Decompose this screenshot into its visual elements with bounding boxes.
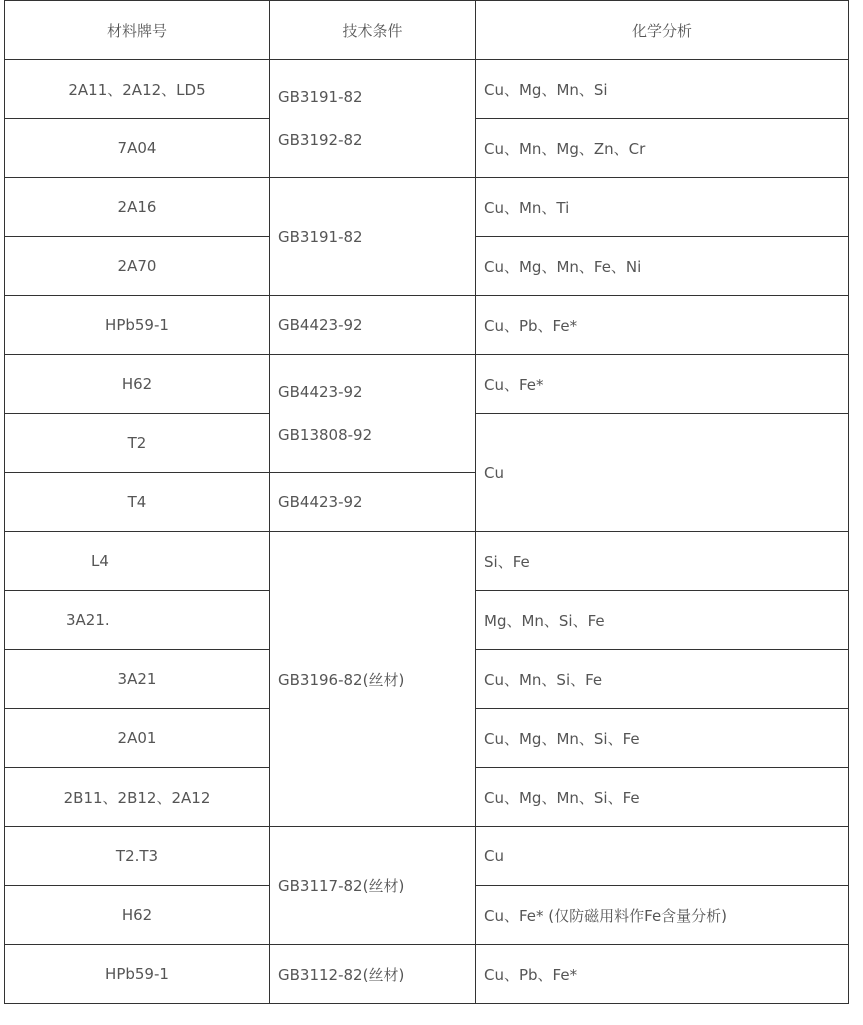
- table-row: [5, 827, 849, 886]
- analysis-cell: Cu: [476, 414, 849, 532]
- table-header-row: [5, 1, 849, 60]
- grade-cell: 2A16: [5, 178, 270, 237]
- grade-cell: L4: [5, 532, 270, 591]
- material-spec-table: [4, 0, 849, 1004]
- analysis-cell: Cu、Mn、Ti: [476, 178, 849, 237]
- analysis-cell: Si、Fe: [476, 532, 849, 591]
- analysis-cell: Cu、Mg、Mn、Si、Fe: [476, 709, 849, 768]
- grade-cell: 2A70: [5, 237, 270, 296]
- table-row: [5, 945, 849, 1004]
- standard-text: GB3192-82: [278, 130, 363, 149]
- table-row: [5, 178, 849, 237]
- analysis-cell: Cu、Mg、Mn、Si、Fe: [476, 768, 849, 827]
- standard-cell: GB4423-92: [270, 296, 476, 355]
- grade-cell: 2B11、2B12、2A12: [5, 768, 270, 827]
- grade-cell: T2: [5, 414, 270, 473]
- grade-cell: H62: [5, 886, 270, 945]
- grade-cell: 2A11、2A12、LD5: [5, 60, 270, 119]
- analysis-cell: Cu、Mg、Mn、Fe、Ni: [476, 237, 849, 296]
- analysis-cell: Cu、Mn、Mg、Zn、Cr: [476, 119, 849, 178]
- header-analysis: 化学分析: [476, 1, 849, 60]
- grade-cell: HPb59-1: [5, 296, 270, 355]
- standard-cell: GB3117-82(丝材): [270, 827, 476, 945]
- analysis-cell: Cu: [476, 827, 849, 886]
- standard-cell: GB3196-82(丝材): [270, 532, 476, 827]
- grade-cell: T4: [5, 473, 270, 532]
- analysis-cell: Mg、Mn、Si、Fe: [476, 591, 849, 650]
- standard-cell: GB4423-92: [270, 473, 476, 532]
- analysis-cell: Cu、Fe* (仅防磁用料作Fe含量分析): [476, 886, 849, 945]
- grade-cell: 3A21.: [5, 591, 270, 650]
- table-row: [5, 296, 849, 355]
- grade-cell: H62: [5, 355, 270, 414]
- standard-cell: [270, 60, 476, 178]
- standard-cell: GB3191-82: [270, 178, 476, 296]
- grade-cell: HPb59-1: [5, 945, 270, 1004]
- table-row: [5, 532, 849, 591]
- analysis-cell: Cu、Pb、Fe*: [476, 945, 849, 1004]
- grade-cell: 2A01: [5, 709, 270, 768]
- standard-cell: GB3112-82(丝材): [270, 945, 476, 1004]
- table-row: [5, 355, 849, 414]
- analysis-cell: Cu、Pb、Fe*: [476, 296, 849, 355]
- header-grade: 材料牌号: [5, 1, 270, 60]
- analysis-cell: Cu、Fe*: [476, 355, 849, 414]
- standard-text: GB13808-92: [278, 425, 373, 444]
- grade-cell: 7A04: [5, 119, 270, 178]
- grade-cell: T2.T3: [5, 827, 270, 886]
- grade-cell: 3A21: [5, 650, 270, 709]
- analysis-cell: Cu、Mn、Si、Fe: [476, 650, 849, 709]
- analysis-cell: Cu、Mg、Mn、Si: [476, 60, 849, 119]
- standard-text: GB4423-92: [278, 382, 363, 401]
- table-row: [5, 60, 849, 119]
- standard-text: GB3191-82: [278, 87, 363, 106]
- standard-cell: [270, 355, 476, 473]
- header-standard: 技术条件: [270, 1, 476, 60]
